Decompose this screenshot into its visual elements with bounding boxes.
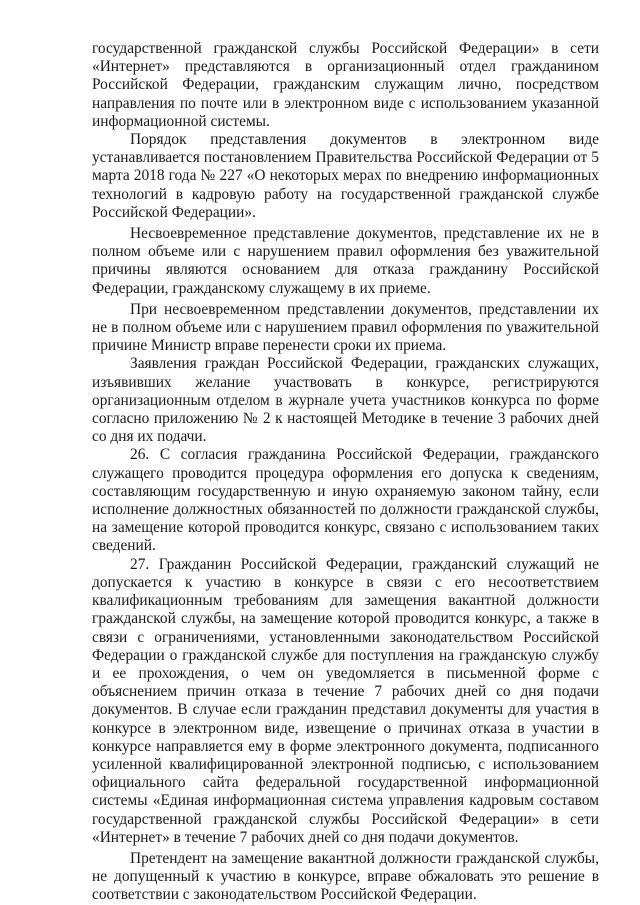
paragraph-applications-registration: Заявления граждан Российской Федерации, гражданских служащих, изъявивших желание участвовать в конкурсе, регистрируются организационным отделом в журнале учета участников конкурса по форме согласно приложению № 2 к настоящей Методике в течение 3 рабочих дней со дня их подачи. — [92, 355, 599, 446]
paragraph-appeal: Претендент на замещение вакантной должности гражданской службы, не допущенный к участию в конкурсе, вправе обжаловать это решение в соответствии с законодательством Российской Федерации. — [92, 849, 599, 904]
paragraph-deadline-extension: При несвоевременном представлении документов, представлении их не в полном объеме или с нарушением правил оформления по уважительной причине Министр вправе перенести сроки их приема. — [92, 300, 599, 355]
document-page — [92, 40, 599, 905]
paragraph-item-26: 26. С согласия гражданина Российской Федерации, гражданского служащего проводится процедура оформления его допуска к сведениям, составляющим государственную и иную охраняемую законом тайну, если исполнение должностных обязанностей по должности гражданской службы, на замещение которой проводится конкурс, связано с использованием таких сведений. — [92, 446, 599, 555]
paragraph-info-system-submission: государственной гражданской службы Российской Федерации» в сети «Интернет» представляются в организационный отдел гражданином Российской Федерации, гражданским служащим лично, посредством направления по почте или в электронном виде с использованием указанной информационной системы. — [92, 40, 599, 130]
paragraph-item-27: 27. Гражданин Российской Федерации, гражданский служащий не допускается к участию в конкурсе в связи с его несоответствием квалификационным требованиям для замещения вакантной должности гражданской службы, на замещение которой проводится конкурс, а также в связи с ограничениями, установленными законодательством Российской Федерации о гражданской службе для поступления на гражданскую службу и ее прохождения, о чем он уведомляется в письменной форме с объяснением причин отказа в течение 7 рабочих дней со дня подачи документов. В случае если гражданин представил документы для участия в конкурсе в электронном виде, извещение о причинах отказа в участии в конкурсе направляется ему в форме электронного документа, подписанного усиленной квалифицированной электронной подписью, с использованием официального сайта федеральной государственной информационной системы «Единая информационная система управления кадровым составом государственной гражданской службы Российской Федерации» в сети «Интернет» в течение 7 рабочих дней со дня подачи документов. — [92, 555, 599, 846]
paragraph-untimely-refusal: Несвоевременное представление документов, представление их не в полном объеме или с нарушением правил оформления без уважительной причины являются основанием для отказа гражданину Российской Федерации, гражданскому служащему в их приеме. — [92, 225, 599, 297]
paragraph-electronic-procedure: Порядок представления документов в электронном виде устанавливается постановлением Правительства Российской Федерации от 5 марта 2018 года № 227 «О некоторых мерах по внедрению информационных технологий в кадровую работу на государственной гражданской службе Российской Федерации». — [92, 131, 599, 221]
